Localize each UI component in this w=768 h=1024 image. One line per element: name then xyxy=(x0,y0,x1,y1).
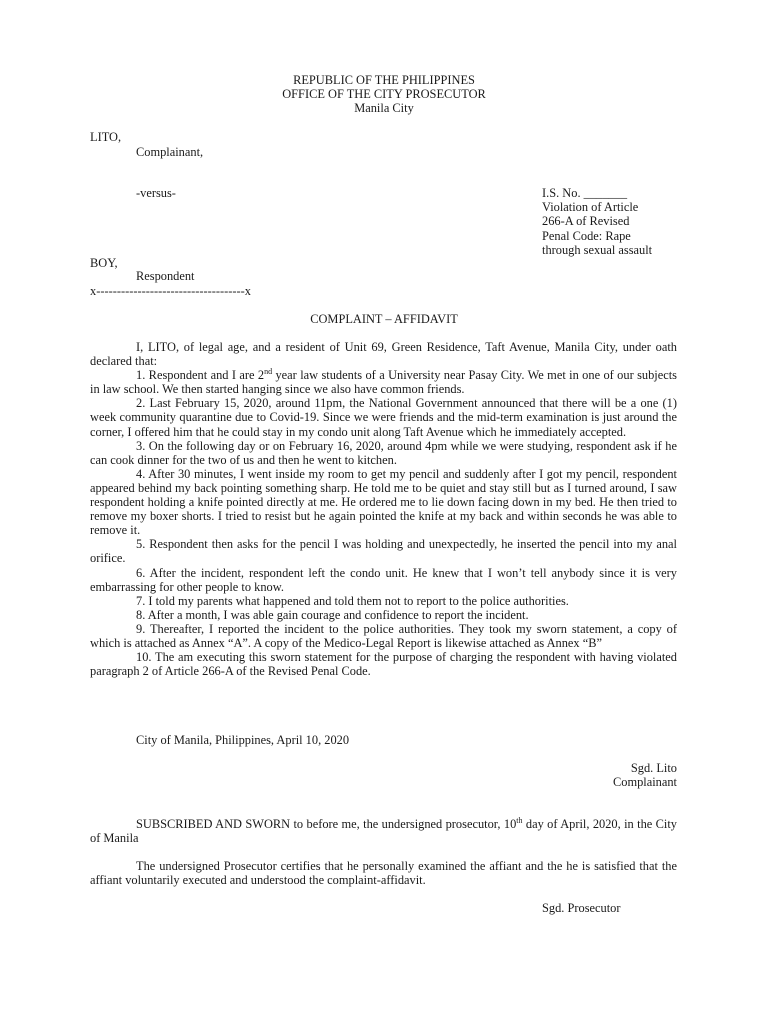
case-info-line: I.S. No. _______ xyxy=(542,186,628,200)
numbered-item: 6. After the incident, respondent left the condo unit. He knew that I won’t tell anybody since it is very embarrassing for other people to know. xyxy=(90,565,677,594)
document-title: COMPLAINT – AFFIDAVIT xyxy=(310,312,458,326)
header-city: Manila City xyxy=(354,101,414,115)
prosecutor-signature: Sgd. Prosecutor xyxy=(542,901,621,915)
versus-label: -versus- xyxy=(136,186,176,200)
affidavit-body xyxy=(90,340,677,678)
intro-paragraph: I, LITO, of legal age, and a resident of Unit 69, Green Residence, Taft Avenue, Manila City, under oath declared that: xyxy=(90,340,677,369)
numbered-item: 1. Respondent and I are 2nd year law students of a University near Pasay City. We met in one of our subjects in law school. We then started hanging since we also have common friends. xyxy=(90,367,677,397)
respondent-role: Respondent xyxy=(136,269,195,283)
case-info-line: Violation of Article xyxy=(542,200,639,215)
caption-divider: x------------------------------------x xyxy=(90,284,251,298)
complainant-role: Complainant, xyxy=(136,145,204,159)
jurat: SUBSCRIBED AND SWORN to before me, the undersigned prosecutor, 10th day of April, 2020, in the City of Manila xyxy=(90,815,677,846)
numbered-item: 5. Respondent then asks for the pencil I was holding and unexpectedly, he inserted the pencil into my anal orifice. xyxy=(90,537,677,566)
case-info-line: 266-A of Revised xyxy=(542,214,630,229)
numbered-item: 3. On the following day or on February 16, 2020, around 4pm while we were studying, respondent ask if he can cook dinner for the two of us and then he went to kitchen. xyxy=(90,438,677,467)
place-date: City of Manila, Philippines, April 10, 2020 xyxy=(136,733,350,747)
numbered-item: 8. After a month, I was able gain courage and confidence to report the incident. xyxy=(136,607,529,622)
respondent-name: BOY, xyxy=(90,256,118,270)
numbered-item: 4. After 30 minutes, I went inside my room to get my pencil and suddenly after I got my pencil, respondent appeared behind my back pointing something sharp. He told me to be quiet and stay still but as I turned around, I saw respondent holding a knife pointed directly at me. He ordered me to lie down facing down in my bed. He then tried to remove my boxer shorts. I tried to resist but he again pointed the knife at my back and within seconds he was able to remove it. xyxy=(90,466,677,538)
complainant-signature-role: Complainant xyxy=(612,775,677,789)
case-info-line: Penal Code: Rape xyxy=(542,228,631,243)
complainant-signature: Sgd. Lito xyxy=(630,761,677,775)
numbered-item: 9. Thereafter, I reported the incident to the police authorities. They took my sworn statement, a copy of which is attached as Annex “A”. A copy of the Medico-Legal Report is likewise attached as Annex “B” xyxy=(90,621,677,650)
case-info-line: through sexual assault xyxy=(542,242,653,257)
numbered-item: 7. I told my parents what happened and told them not to report to the police authorities. xyxy=(136,593,569,608)
certification: The undersigned Prosecutor certifies that he personally examined the affiant and the he is satisfied that the affiant voluntarily executed and understood the complaint-affidavit. xyxy=(90,859,677,888)
header-office: OFFICE OF THE CITY PROSECUTOR xyxy=(282,87,486,101)
numbered-item: 10. The am executing this sworn statement for the purpose of charging the respondent with having violated paragraph 2 of Article 266-A of the Revised Penal Code. xyxy=(90,650,677,679)
numbered-item: 2. Last February 15, 2020, around 11pm, the National Government announced that there will be a one (1) week community quarantine due to Covid-19. Since we were friends and the mid-term examination is just around the corner, I offered him that he could stay in my condo unit along Taft Avenue which he immediately accepted. xyxy=(90,396,677,439)
header-republic: REPUBLIC OF THE PHILIPPINES xyxy=(293,73,475,87)
case-info xyxy=(542,186,652,257)
complainant-name: LITO, xyxy=(90,130,122,144)
